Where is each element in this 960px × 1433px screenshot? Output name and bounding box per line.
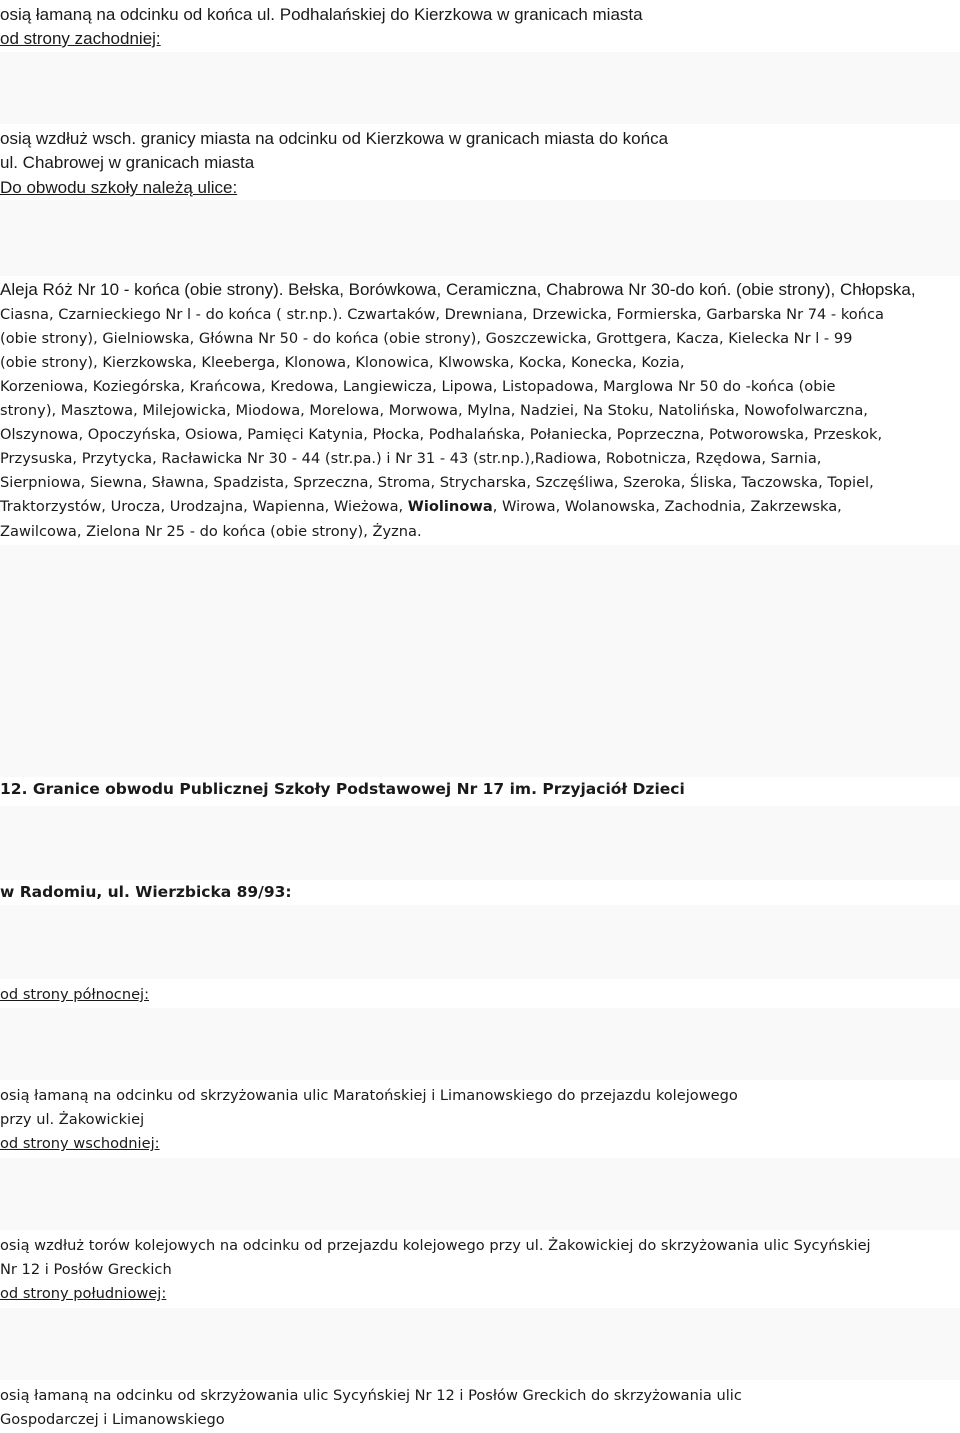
spacer-band <box>0 1158 960 1230</box>
spacer-band <box>0 905 960 979</box>
section-heading-west: od strony zachodniej: <box>0 29 161 48</box>
section-heading-east: od strony wschodniej: <box>0 1135 160 1152</box>
spacer-band <box>0 1008 960 1080</box>
streets-line <box>0 495 842 519</box>
streets-line: Korzeniowa, Koziegórska, Krańcowa, Kredowa, Langiewicza, Lipowa, Listopadowa, Marglowa Nr 50 do -końca (obie <box>0 378 836 395</box>
streets-line: Sierpniowa, Siewna, Sławna, Spadzista, Sprzeczna, Stroma, Strycharska, Szczęśliwa, Szeroka, Śliska, Taczowska, Topiel, <box>0 474 874 491</box>
spacer-band <box>0 200 960 276</box>
section-heading-south: od strony południowej: <box>0 1285 167 1302</box>
streets-line: Ciasna, Czarnieckiego Nr l - do końca ( str.np.). Czwartaków, Drewniana, Drzewicka, Formierska, Garbarska Nr 74 - końca <box>0 306 884 323</box>
text-line: osią wzdłuż wsch. granicy miasta na odcinku od Kierzkowa w granicach miasta do końca <box>0 129 669 148</box>
spacer-band <box>0 806 960 880</box>
text-line: osią wzdłuż torów kolejowych na odcinku od przejazdu kolejowego przy ul. Żakowickiej do skrzyżowania ulic Sycyńskiej <box>0 1237 871 1254</box>
spacer-band <box>0 545 960 777</box>
streets-line: Olszynowa, Opoczyńska, Osiowa, Pamięci Katynia, Płocka, Podhalańska, Połaniecka, Poprzeczna, Potworowska, Przeskok, <box>0 426 883 443</box>
text-line: Gospodarczej i Limanowskiego <box>0 1411 225 1428</box>
section-heading-streets: Do obwodu szkoły należą ulice: <box>0 178 238 197</box>
streets-line: (obie strony), Gielniowska, Główna Nr 50 - do końca (obie strony), Goszczewicka, Grottgera, Kacza, Kielecka Nr l - 99 <box>0 330 853 347</box>
spacer-band <box>0 1308 960 1380</box>
streets-line: Aleja Róż Nr 10 - końca (obie strony). Bełska, Borówkowa, Ceramiczna, Chabrowa Nr 30-do koń. (obie strony), Chłopska, <box>0 280 916 299</box>
streets-line: strony), Masztowa, Milejowicka, Miodowa, Morelowa, Morwowa, Mylna, Nadziei, Na Stoku, Natolińska, Nowofolwarczna, <box>0 402 868 419</box>
streets-text-bold: Wiolinowa <box>407 498 493 515</box>
streets-line: (obie strony), Kierzkowska, Kleeberga, Klonowa, Klonowica, Klwowska, Kocka, Konecka, Kozia, <box>0 354 685 371</box>
text-line: osią łamaną na odcinku od skrzyżowania ulic Maratońskiej i Limanowskiego do przejazdu kolejowego <box>0 1087 738 1104</box>
streets-line: Przysuska, Przytycka, Racławicka Nr 30 - 44 (str.pa.) i Nr 31 - 43 (str.np.),Radiowa, Robotnicza, Rzędowa, Sarnia, <box>0 450 822 467</box>
section-heading-north: od strony północnej: <box>0 986 150 1003</box>
text-line: przy ul. Żakowickiej <box>0 1111 145 1128</box>
text-line: Nr 12 i Posłów Greckich <box>0 1261 172 1278</box>
text-line: ul. Chabrowej w granicach miasta <box>0 153 255 172</box>
streets-line: Zawilcowa, Zielona Nr 25 - do końca (obie strony), Żyzna. <box>0 523 422 540</box>
section-title: 12. Granice obwodu Publicznej Szkoły Podstawowej Nr 17 im. Przyjaciół Dzieci <box>0 780 685 798</box>
text-line: osią łamaną na odcinku od końca ul. Podhalańskiej do Kierzkowa w granicach miasta <box>0 5 643 24</box>
text-line: osią łamaną na odcinku od skrzyżowania ulic Sycyńskiej Nr 12 i Posłów Greckich do skrzyżowania ulic <box>0 1387 742 1404</box>
section-title: w Radomiu, ul. Wierzbicka 89/93: <box>0 883 292 901</box>
spacer-band <box>0 52 960 124</box>
streets-text: Traktorzystów, Urocza, Urodzajna, Wapienna, Wieżowa, <box>0 498 408 515</box>
streets-text: , Wirowa, Wolanowska, Zachodnia, Zakrzewska, <box>492 498 842 515</box>
